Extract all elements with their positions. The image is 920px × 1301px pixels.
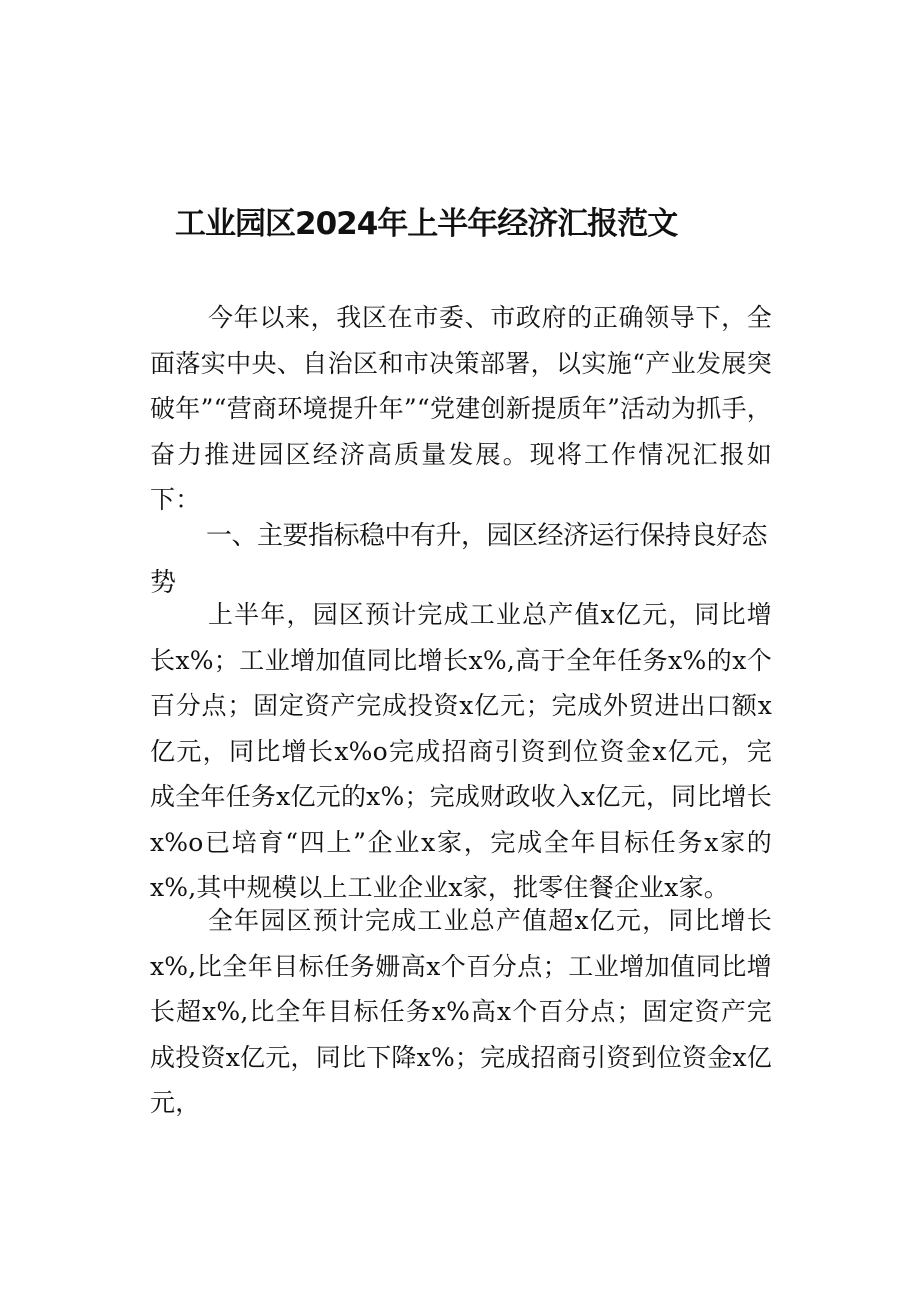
body-paragraph: 上半年，园区预计完成工业总产值x亿元，同比增长x%；工业增加值同比增长x%,高于全年任务x%的x个百分点；固定资产完成投资x亿元；完成外贸进出口额x亿元，同比增长x%o完成招商引资到位资金x亿元，完成全年任务x亿元的x%；完成财政收入x亿元，同比增长x%o已培育“四上”企业x家，完成全年目标任务x家的x%,其中规模以上工业企业x家，批零住餐企业x家。	[150, 600, 772, 902]
section-heading: 一、主要指标稳中有升，园区经济运行保持良好态势	[150, 521, 768, 598]
document-title: 工业园区2024年上半年经济汇报范文	[175, 206, 678, 242]
body-paragraph: 全年园区预计完成工业总产值超x亿元，同比增长x%,比全年目标任务姗高x个百分点；工业增加值同比增长超x%,比全年目标任务x%高x个百分点；固定资产完成投资x亿元，同比下降x%；完成招商引资到位资金x亿元，	[150, 906, 772, 1117]
intro-paragraph: 今年以来，我区在市委、市政府的正确领导下，全面落实中央、自治区和市决策部署，以实施“产业发展突破年”“营商环境提升年”“党建创新提质年”活动为抓手，奋力推进园区经济高质量发展。现将工作情况汇报如下：	[150, 303, 772, 514]
